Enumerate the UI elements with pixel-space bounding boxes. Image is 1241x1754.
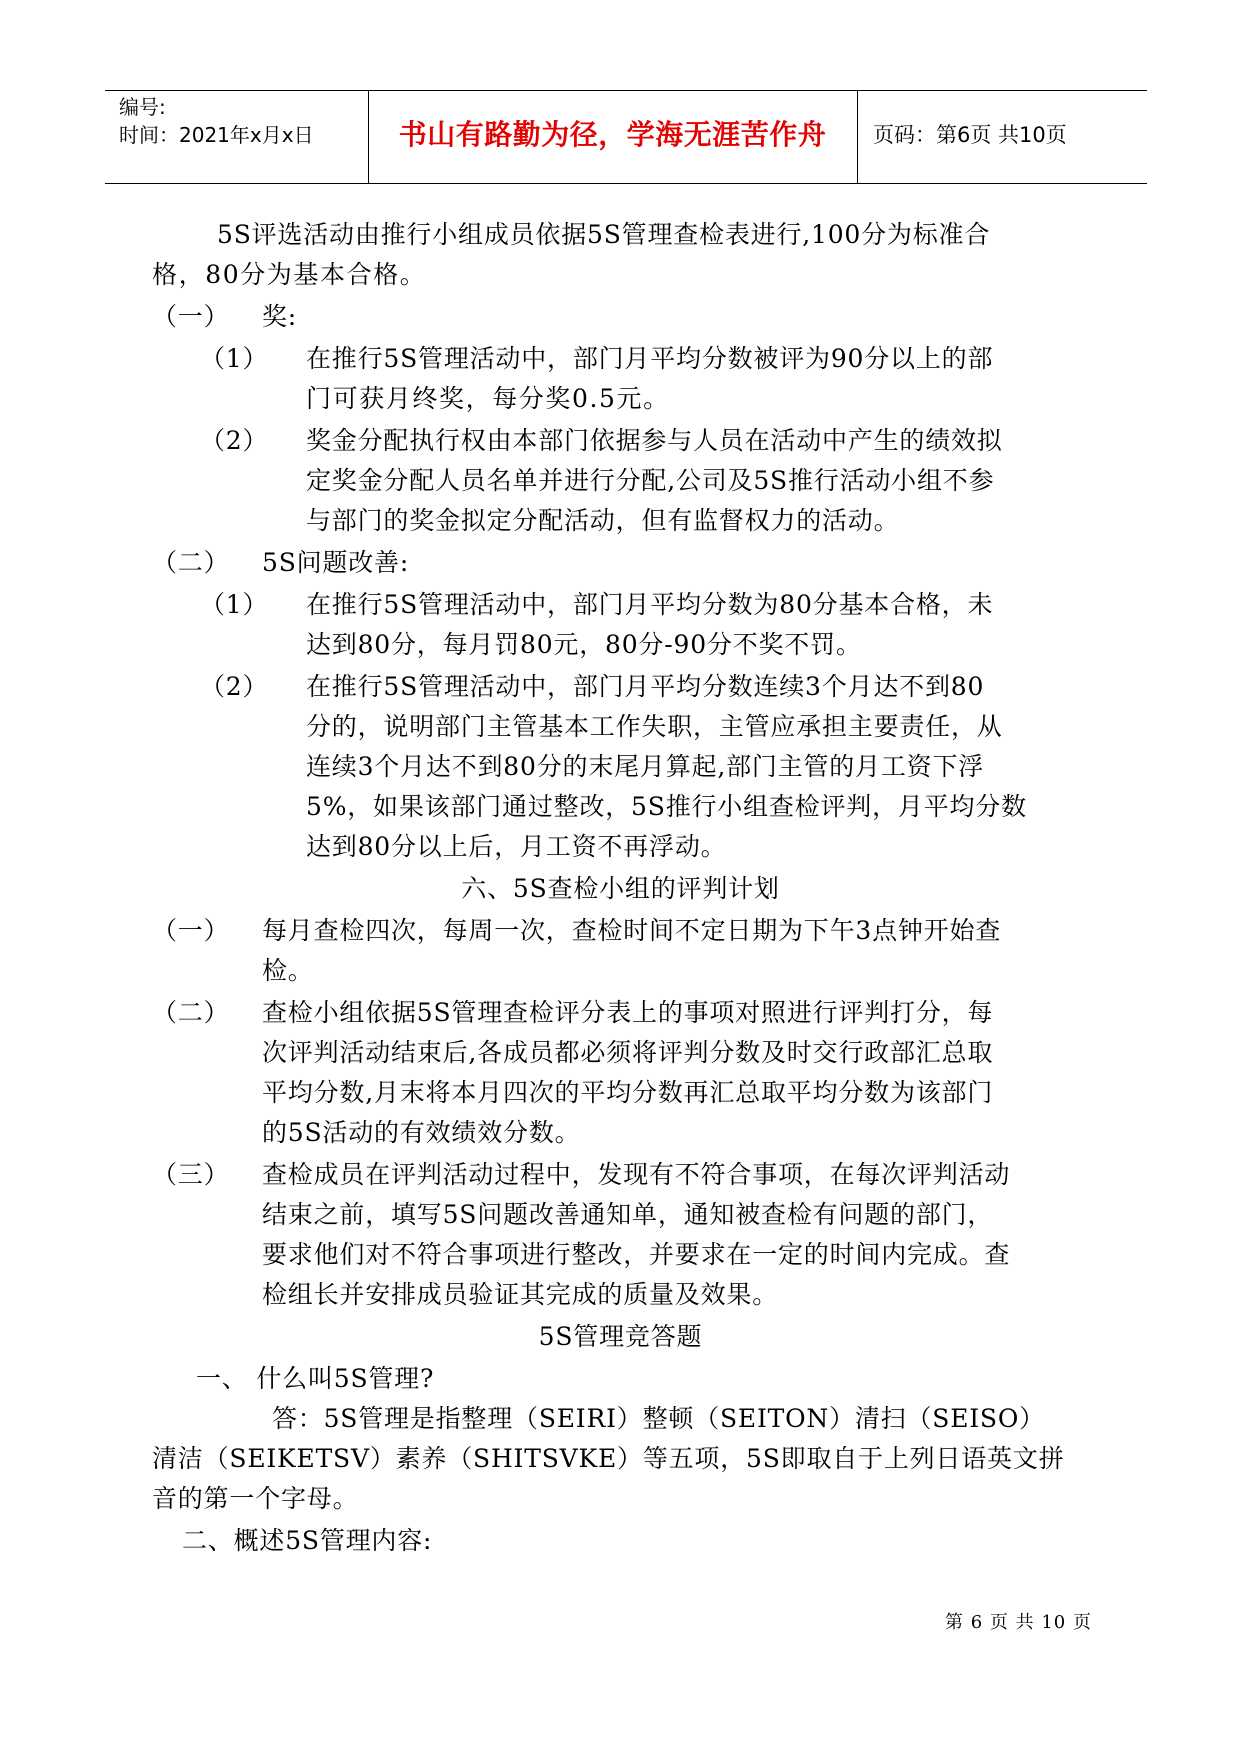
- paragraph-line: 达到80分，每月罚80元，80分-90分不奖不罚。: [306, 630, 862, 659]
- quiz-title: 5S管理竞答题: [538, 1322, 703, 1351]
- paragraph-line: 结束之前，填写5S问题改善通知单，通知被查检有问题的部门，: [262, 1200, 994, 1229]
- section-marker: （一）: [152, 916, 230, 945]
- paragraph-line: 连续3个月达不到80分的末尾月算起,部门主管的月工资下浮: [306, 752, 985, 781]
- header-divider: [857, 91, 858, 183]
- paragraph-line: 查检成员在评判活动过程中，发现有不符合事项，在每次评判活动: [262, 1160, 1011, 1189]
- paragraph-line: 要求他们对不符合事项进行整改，并要求在一定的时间内完成。查: [262, 1240, 1011, 1269]
- section-marker: （三）: [152, 1160, 230, 1189]
- paragraph-line: 与部门的奖金拟定分配活动，但有监督权力的活动。: [306, 506, 900, 535]
- paragraph-line: 次评判活动结束后,各成员都必须将评判分数及时交行政部汇总取: [262, 1038, 994, 1067]
- paragraph-line: 在推行5S管理活动中，部门月平均分数连续3个月达不到80: [306, 672, 985, 701]
- paragraph-line: 门可获月终奖，每分奖0.5元。: [306, 384, 670, 413]
- paragraph-line: 5%，如果该部门通过整改，5S推行小组查检评判，月平均分数: [306, 792, 1027, 821]
- page-header: [105, 90, 1147, 184]
- question-line: 一、 什么叫5S管理?: [196, 1364, 435, 1393]
- section-marker: （一）: [152, 302, 230, 331]
- answer-line: 清洁（SEIKETSV）素养（SHITSVKE）等五项，5S即取自于上列日语英文拼: [152, 1444, 1065, 1473]
- section-heading: 六、5S查检小组的评判计划: [461, 874, 780, 903]
- question-line: 二、概述5S管理内容:: [182, 1526, 433, 1555]
- document-number-label: 编号:: [119, 95, 166, 119]
- paragraph-line: 达到80分以上后，月工资不再浮动。: [306, 832, 727, 861]
- paragraph-line: 定奖金分配人员名单并进行分配,公司及5S推行活动小组不参: [306, 466, 995, 495]
- paragraph-line: 查检小组依据5S管理查检评分表上的事项对照进行评判打分，每: [262, 998, 994, 1027]
- paragraph-line: 分的，说明部门主管基本工作失职，主管应承担主要责任，从: [306, 712, 1003, 741]
- paragraph-line: 平均分数,月末将本月四次的平均分数再汇总取平均分数为该部门: [262, 1078, 994, 1107]
- paragraph-line: 5S评选活动由推行小组成员依据5S管理查检表进行,100分为标准合: [217, 220, 991, 249]
- paragraph-line: 格，80分为基本合格。: [152, 260, 427, 289]
- header-meta: [119, 93, 314, 149]
- header-motto: 书山有路勤为径，学海无涯苦作舟: [398, 118, 827, 151]
- item-marker: （2）: [200, 672, 269, 701]
- paragraph-line: 检。: [262, 956, 314, 985]
- page-footer: 第 6 页 共 10 页: [945, 1612, 1092, 1633]
- section-title: 奖:: [262, 302, 298, 331]
- paragraph-line: 每月查检四次，每周一次，查检时间不定日期为下午3点钟开始查: [262, 916, 1002, 945]
- paragraph-line: 在推行5S管理活动中，部门月平均分数被评为90分以上的部: [306, 344, 994, 373]
- section-title: 5S问题改善:: [262, 548, 410, 577]
- item-marker: （2）: [200, 426, 269, 455]
- document-time-label: 时间：2021年x月x日: [119, 123, 314, 147]
- section-marker: （二）: [152, 998, 230, 1027]
- paragraph-line: 的5S活动的有效绩效分数。: [262, 1118, 581, 1147]
- paragraph-line: 在推行5S管理活动中，部门月平均分数为80分基本合格，未: [306, 590, 994, 619]
- answer-line: 音的第一个字母。: [152, 1484, 359, 1513]
- item-marker: （1）: [200, 344, 269, 373]
- item-marker: （1）: [200, 590, 269, 619]
- paragraph-line: 检组长并安排成员验证其完成的质量及效果。: [262, 1280, 779, 1309]
- header-page-label: 页码：第6页 共10页: [873, 123, 1067, 147]
- section-marker: （二）: [152, 548, 230, 577]
- answer-line: 答：5S管理是指整理（SEIRI）整顿（SEITON）清扫（SEISO）: [272, 1404, 1045, 1433]
- paragraph-line: 奖金分配执行权由本部门依据参与人员在活动中产生的绩效拟: [306, 426, 1003, 455]
